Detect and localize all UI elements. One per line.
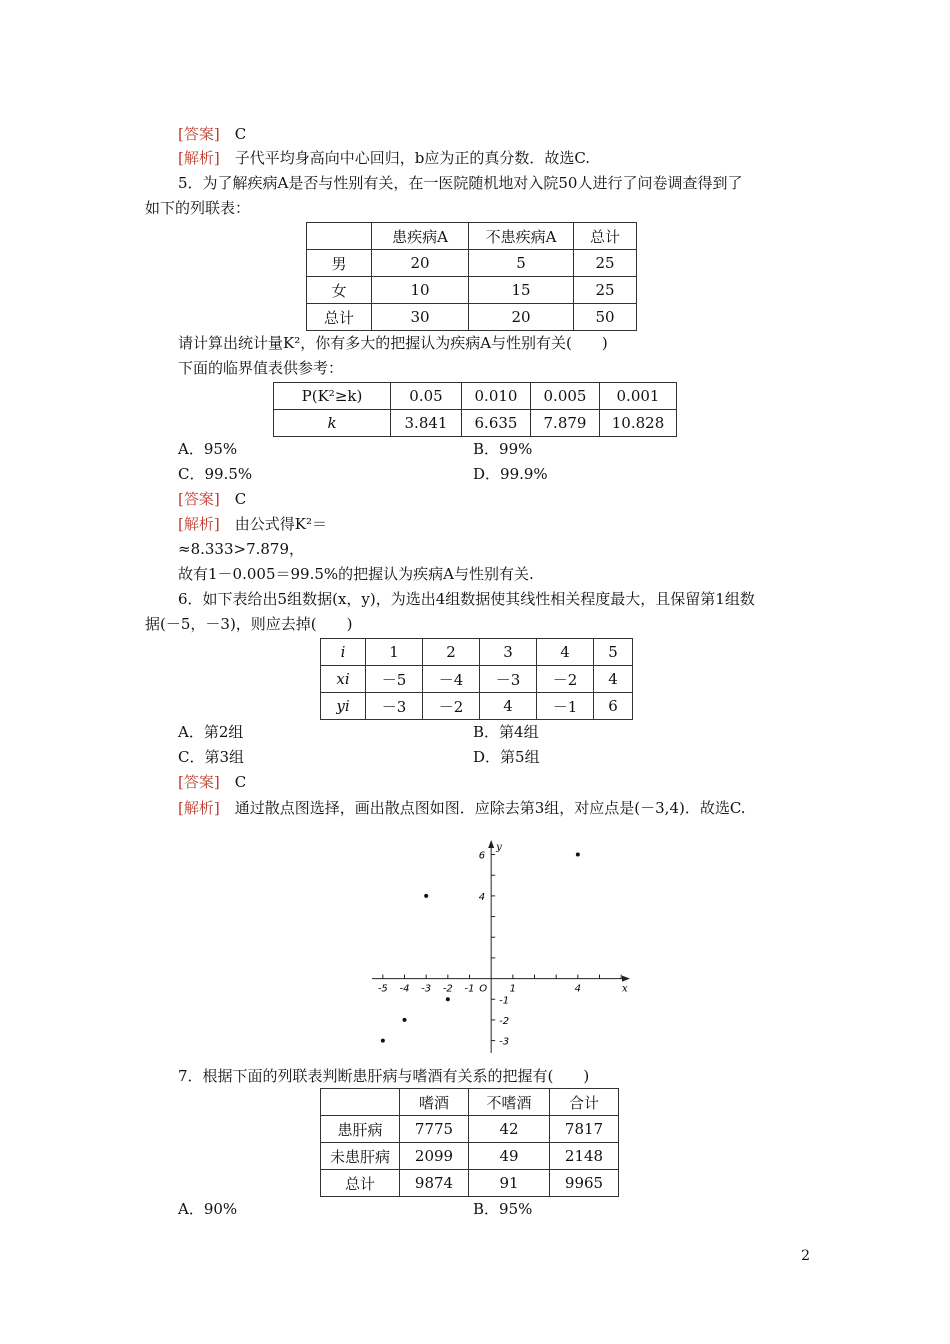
table-cell: －4 [423, 666, 480, 693]
table-cell: 20 [469, 304, 574, 331]
y-tick-label: -1 [499, 995, 510, 1007]
q5-option-a[interactable]: A．95% [178, 440, 238, 458]
q5-stem-line1: 5．为了解疾病A是否与性别有关，在一医院随机地对入院50人进行了问卷调查得到了 [178, 174, 743, 192]
table-row [321, 1116, 619, 1143]
x-tick-label: -5 [377, 983, 388, 995]
critical-value-table [273, 382, 677, 437]
answer-tag: [答案] [178, 490, 220, 508]
y-axis-label: y [496, 842, 502, 853]
table-cell [307, 223, 372, 250]
origin-label: O [479, 983, 488, 995]
q6-data-table [320, 638, 633, 720]
table-cell: xi [321, 666, 366, 693]
table-cell: 9965 [550, 1170, 619, 1197]
table-cell: 0.05 [391, 383, 462, 410]
table-cell: 2 [423, 639, 480, 666]
table-row [307, 277, 637, 304]
q4-analysis [178, 148, 590, 168]
q6-stem-line2: 据(－5，－3)，则应去掉( ) [145, 615, 353, 633]
q5-option-b[interactable]: B．99% [473, 440, 533, 458]
table-row [274, 410, 677, 437]
table-cell: 女 [307, 277, 372, 304]
table-row [321, 1170, 619, 1197]
analysis-tag: [解析] [178, 515, 220, 533]
table-cell: P(K²≥k) [274, 383, 391, 410]
table-cell: 6.635 [462, 410, 531, 437]
table-header: 不嗜酒 [469, 1089, 550, 1116]
table-cell: 未患肝病 [321, 1143, 400, 1170]
y-tick-label: -3 [499, 1036, 510, 1048]
table-cell: 0.001 [600, 383, 677, 410]
x-tick-label: -1 [464, 983, 475, 995]
table-cell: 患肝病 [321, 1116, 400, 1143]
table-row [321, 666, 633, 693]
q5-analysis [178, 514, 327, 534]
q6-analysis [178, 798, 746, 818]
table-cell: 2099 [400, 1143, 469, 1170]
q5-contingency-table [306, 222, 637, 331]
table-header: 总计 [574, 223, 637, 250]
analysis-text: 子代平均身高向中心回归，b应为正的真分数．故选C. [234, 149, 591, 167]
scatter-point [576, 853, 580, 857]
y-axis-arrow [488, 840, 494, 848]
q7-stem: 7．根据下面的列联表判断患肝病与嗜酒有关系的把握有( ) [178, 1067, 590, 1085]
table-cell: 3 [480, 639, 537, 666]
table-cell: 15 [469, 277, 574, 304]
table-header: 嗜酒 [400, 1089, 469, 1116]
table-cell: 总计 [321, 1170, 400, 1197]
q6-option-b[interactable]: B．第4组 [473, 723, 539, 741]
q6-option-c[interactable]: C．第3组 [178, 748, 245, 766]
table-cell: 9874 [400, 1170, 469, 1197]
q5-option-d[interactable]: D．99.9% [473, 465, 548, 483]
table-cell: －3 [366, 693, 423, 720]
table-row [321, 693, 633, 720]
analysis-tag: [解析] [178, 799, 220, 817]
table-cell: －5 [366, 666, 423, 693]
x-axis-label: x [622, 983, 628, 995]
table-cell [321, 1089, 400, 1116]
q5-ref: 下面的临界值表供参考： [178, 359, 344, 377]
table-row [307, 250, 637, 277]
table-row [321, 1143, 619, 1170]
analysis-tag: [解析] [178, 149, 220, 167]
scatter-plot [372, 838, 632, 1053]
answer-value: C [234, 773, 247, 791]
table-cell: 30 [372, 304, 469, 331]
table-header: 不患疾病A [469, 223, 574, 250]
table-header: 患疾病A [372, 223, 469, 250]
q5-option-c[interactable]: C．99.5% [178, 465, 253, 483]
x-axis-arrow [622, 976, 630, 982]
table-cell: －2 [537, 666, 594, 693]
q6-option-d[interactable]: D．第5组 [473, 748, 540, 766]
table-cell: 7775 [400, 1116, 469, 1143]
analysis-text: 由公式得K²＝ [234, 515, 327, 533]
q6-option-a[interactable]: A．第2组 [178, 723, 244, 741]
scatter-point [381, 1039, 385, 1043]
q4-answer [178, 124, 246, 144]
answer-tag: [答案] [178, 125, 220, 143]
table-cell: 4 [594, 666, 633, 693]
q7-option-a[interactable]: A．90% [178, 1200, 238, 1218]
y-tick-label: 6 [478, 850, 486, 862]
table-cell: 4 [537, 639, 594, 666]
table-row [321, 639, 633, 666]
x-tick-label: -3 [421, 983, 432, 995]
table-cell: 5 [469, 250, 574, 277]
table-cell: 20 [372, 250, 469, 277]
table-header: 合计 [550, 1089, 619, 1116]
answer-value: C [234, 490, 247, 508]
y-tick-label: 4 [478, 891, 486, 903]
x-tick-label: 1 [509, 983, 517, 995]
table-cell: 91 [469, 1170, 550, 1197]
q6-stem-line1: 6．如下表给出5组数据(x，y)，为选出4组数据使其线性相关程度最大，且保留第1组数 [178, 590, 755, 608]
table-cell: 0.010 [462, 383, 531, 410]
answer-value: C [234, 125, 247, 143]
table-cell: 0.005 [531, 383, 600, 410]
table-cell: 1 [366, 639, 423, 666]
q5-stem-line2: 如下的列联表： [145, 199, 251, 217]
page-number: 2 [801, 1248, 810, 1264]
q6-answer [178, 772, 246, 792]
table-cell: 6 [594, 693, 633, 720]
table-cell: 2148 [550, 1143, 619, 1170]
table-cell: －1 [537, 693, 594, 720]
q5-ask: 请计算出统计量K²，你有多大的把握认为疾病A与性别有关( ) [178, 334, 608, 352]
table-row [307, 304, 637, 331]
table-cell: 10.828 [600, 410, 677, 437]
table-cell: 49 [469, 1143, 550, 1170]
q5-analysis-line2: ≈8.333>7.879， [178, 540, 305, 558]
table-cell: k [274, 410, 391, 437]
q5-answer [178, 489, 246, 509]
table-cell: 25 [574, 277, 637, 304]
x-tick-label: 4 [574, 983, 582, 995]
table-cell: 5 [594, 639, 633, 666]
q5-analysis-line3: 故有1－0.005＝99.5%的把握认为疾病A与性别有关. [178, 565, 534, 583]
x-tick-label: -2 [442, 983, 453, 995]
scatter-point [403, 1018, 407, 1022]
q7-option-b[interactable]: B．95% [473, 1200, 533, 1218]
table-row [274, 383, 677, 410]
table-cell: 7.879 [531, 410, 600, 437]
scatter-point [424, 894, 428, 898]
table-cell: 10 [372, 277, 469, 304]
table-cell: －2 [423, 693, 480, 720]
table-cell: 50 [574, 304, 637, 331]
table-cell: 42 [469, 1116, 550, 1143]
table-header-row [321, 1089, 619, 1116]
x-tick-label: -4 [399, 983, 410, 995]
table-cell: －3 [480, 666, 537, 693]
table-cell: 7817 [550, 1116, 619, 1143]
y-tick-label: -2 [499, 1015, 510, 1027]
table-cell: 总计 [307, 304, 372, 331]
table-cell: i [321, 639, 366, 666]
table-cell: yi [321, 693, 366, 720]
analysis-text: 通过散点图选择，画出散点图如图．应除去第3组，对应点是(－3,4)．故选C. [234, 799, 746, 817]
table-cell: 25 [574, 250, 637, 277]
table-cell: 3.841 [391, 410, 462, 437]
scatter-point [446, 997, 450, 1001]
q7-contingency-table [320, 1088, 619, 1197]
answer-tag: [答案] [178, 773, 220, 791]
table-cell: 4 [480, 693, 537, 720]
table-header-row [307, 223, 637, 250]
table-cell: 男 [307, 250, 372, 277]
